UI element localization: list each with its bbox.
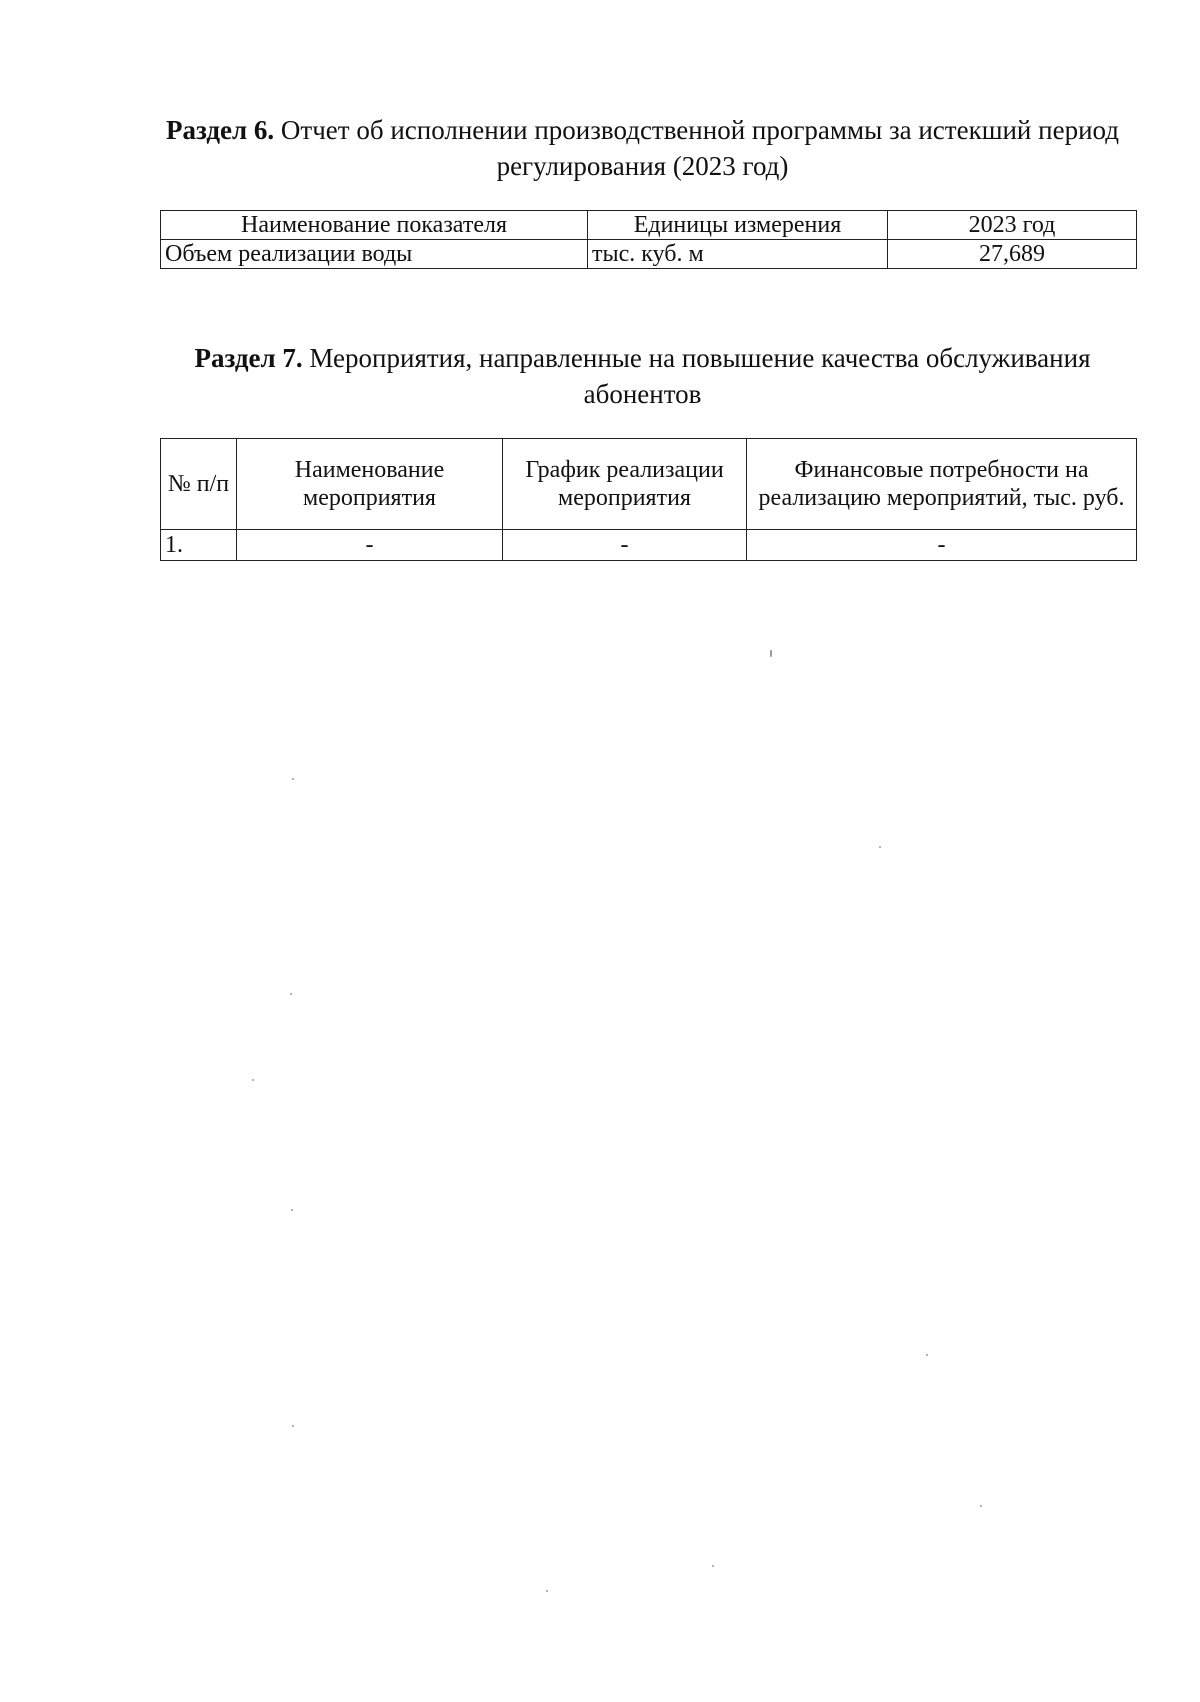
cell-indicator-name: Объем реализации воды bbox=[161, 240, 588, 269]
section-6-number: Раздел 6. bbox=[166, 115, 275, 145]
column-header-financial-needs: Финансовые потребности на реализацию мероприятий, тыс. руб. bbox=[747, 439, 1137, 530]
section-6-title: Отчет об исполнении производственной программы за истекший период регулирования (2023 год) bbox=[280, 115, 1119, 181]
scan-speck bbox=[770, 650, 772, 657]
scan-speck bbox=[879, 846, 881, 848]
scan-speck bbox=[712, 1565, 714, 1567]
table-row bbox=[161, 240, 1137, 269]
scan-speck bbox=[546, 1590, 548, 1592]
table-header-row bbox=[161, 439, 1137, 530]
scan-speck bbox=[290, 993, 292, 995]
column-header-year: 2023 год bbox=[888, 211, 1137, 240]
section-7-heading bbox=[150, 340, 1135, 412]
section-7-title: Мероприятия, направленные на повышение качества обслуживания абонентов bbox=[309, 343, 1091, 409]
scan-speck bbox=[292, 778, 294, 780]
cell-number: 1. bbox=[161, 530, 237, 561]
cell-schedule: - bbox=[503, 530, 747, 561]
section-7-table bbox=[160, 438, 1137, 561]
column-header-indicator: Наименование показателя bbox=[161, 211, 588, 240]
table-row bbox=[161, 530, 1137, 561]
column-header-number: № п/п bbox=[161, 439, 237, 530]
cell-measure-name: - bbox=[237, 530, 503, 561]
column-header-measure-name: Наименование мероприятия bbox=[237, 439, 503, 530]
cell-units: тыс. куб. м bbox=[588, 240, 888, 269]
section-6-heading bbox=[150, 112, 1135, 184]
scan-speck bbox=[252, 1079, 254, 1081]
section-6-table bbox=[160, 210, 1137, 269]
table-header-row bbox=[161, 211, 1137, 240]
column-header-schedule: График реализации мероприятия bbox=[503, 439, 747, 530]
section-7-number: Раздел 7. bbox=[194, 343, 303, 373]
cell-value: 27,689 bbox=[888, 240, 1137, 269]
scan-speck bbox=[926, 1354, 928, 1356]
scan-speck bbox=[291, 1209, 293, 1211]
column-header-units: Единицы измерения bbox=[588, 211, 888, 240]
scan-speck bbox=[292, 1425, 294, 1427]
scan-speck bbox=[980, 1505, 982, 1507]
cell-financial-needs: - bbox=[747, 530, 1137, 561]
